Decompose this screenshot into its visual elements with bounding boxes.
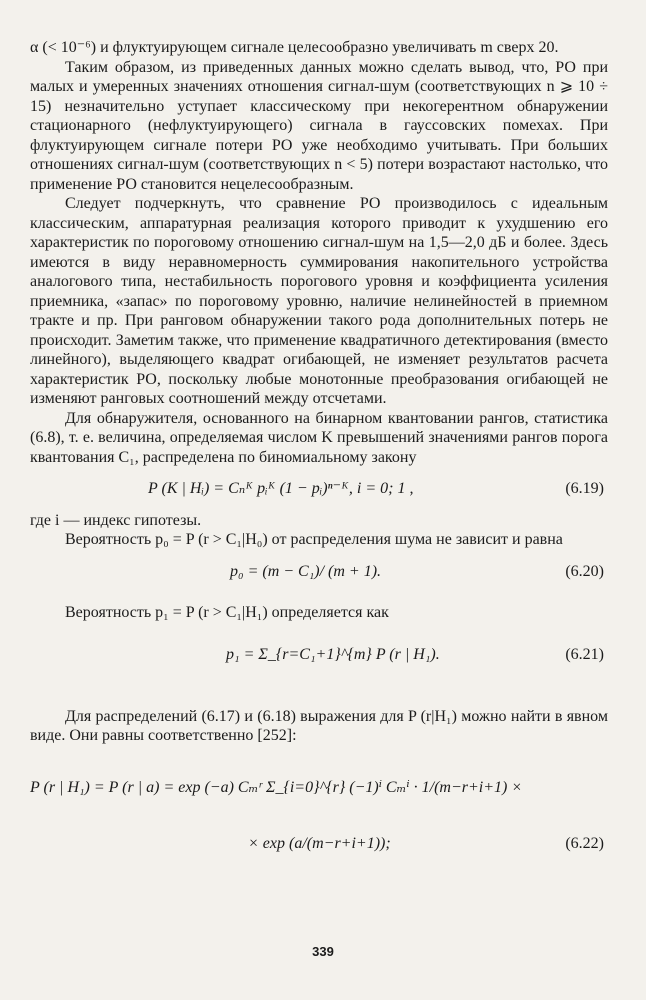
equation xyxy=(30,479,608,499)
paragraph: Для обнаружителя, основанного на бинарном квантовании рангов, статистика (6.8), т. е. величина, определяемая числом K превышений значениями рангов порога квантования C₁, распределена по биномиальному закону xyxy=(30,409,608,466)
equation-body: p₀ = (m − C₁)/ (m + 1). xyxy=(230,562,382,580)
equation-number: (6.21) xyxy=(565,645,604,663)
paragraph: Для распределений (6.17) и (6.18) выражения для P (r|H₁) можно найти в явном виде. Они равны соответственно [252]: xyxy=(30,707,608,744)
equation xyxy=(30,758,608,822)
paragraph: α (< 10⁻⁶) и флуктуирующем сигнале целесообразно увеличивать m сверх 20. xyxy=(30,39,559,56)
equation-body: P (r | H₁) = P (r | a) = exp (−a) Cₘʳ Σ_{i=0}^{r} (−1)ⁱ Cₘⁱ · 1/(m−r+i+1) × xyxy=(30,778,523,796)
paragraph: Вероятность p₀ = P (r > C₁|H₀) от распределения шума не зависит и равна xyxy=(65,531,563,548)
equation-body: × exp (a/(m−r+i+1)); xyxy=(248,834,391,852)
equation xyxy=(30,635,608,677)
page-text xyxy=(30,38,608,868)
equation xyxy=(30,562,608,582)
equation-number: (6.22) xyxy=(565,834,604,852)
paragraph: где i — индекс гипотезы. xyxy=(30,511,202,529)
paragraph: Вероятность p₁ = P (r > C₁|H₁) определяется как xyxy=(65,604,389,621)
equation-number: (6.20) xyxy=(565,562,604,580)
equation-body: p₁ = Σ_{r=C₁+1}^{m} P (r | H₁). xyxy=(226,645,440,663)
equation-body: P (K | Hᵢ) = Cₙᴷ pᵢᴷ (1 − pᵢ)ⁿ⁻ᴷ, i = 0; 1 , xyxy=(148,480,414,497)
paragraph: Таким образом, из приведенных данных можно сделать вывод, что, РО при малых и умеренных значениях отношения сигнал-шум (соответствующих n ⩾ 10 ÷ 15) незначительно уступает классическому при некогерентном обнаружении стационарного (нефлуктуирующего) сигнала в гауссовских помехах. При флуктуирующем сигнале потери РО уже необходимо учитывать. При больших отношениях сигнал-шум (соответствующих n < 5) потери возрастают настолько, что применение РО становится нецелесообразным. xyxy=(30,58,608,193)
paragraph: Следует подчеркнуть, что сравнение РО производилось с идеальным классическим, аппаратурная реализация которого приводит к ухудшению его характеристик по пороговому отношению сигнал-шум на 1,5—2,0 дБ и более. Здесь имеются в виду неравномерность суммирования накопительного устройства аналогового типа, нестабильность порогового уровня и коэффициента усиления приемника, «запас» по пороговому уровню, наличие нелинейностей в приемном тракте и пр. При ранговом обнаружении такого рода дополнительных потерь не происходит. Заметим также, что применение квадратичного детектирования (вместо линейного), выделяющего квадрат огибающей, не изменяет результатов расчета характеристик РО, поскольку любые монотонные преобразования огибающей не изменяют ранговых соотношений между отсчетами. xyxy=(30,195,608,407)
equation-number: (6.19) xyxy=(565,480,604,497)
page-number: 339 xyxy=(312,944,334,959)
equation xyxy=(30,822,608,868)
